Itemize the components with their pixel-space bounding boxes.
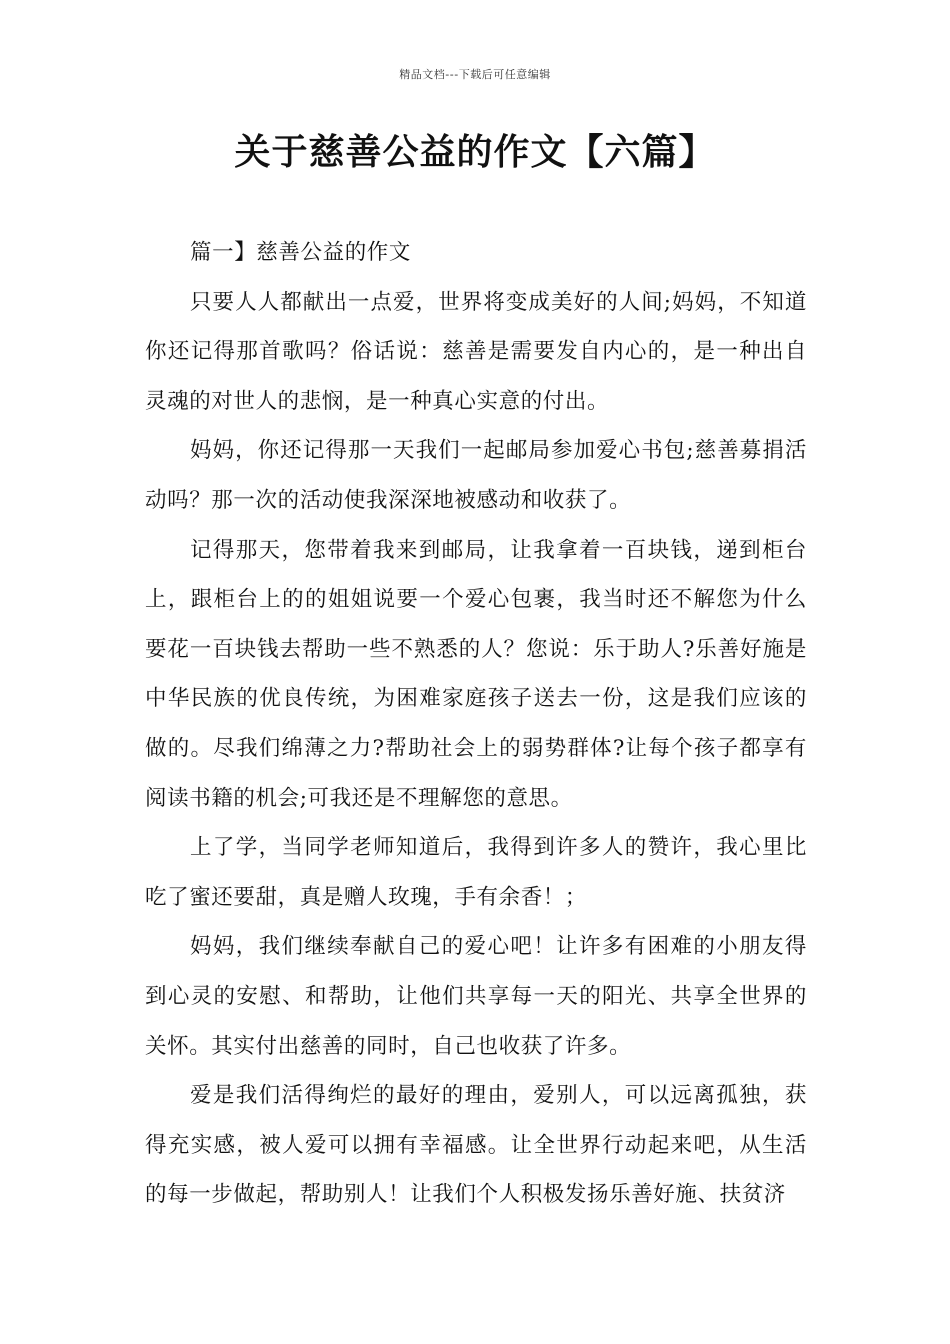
paragraph: 妈妈，你还记得那一天我们一起邮局参加爱心书包;慈善募捐活动吗？那一次的活动使我深深地被感动和收获了。 bbox=[145, 438, 807, 513]
paragraph: 妈妈，我们继续奉献自己的爱心吧！让许多有困难的小朋友得到心灵的安慰、和帮助，让他们共享每一天的阳光、共享全世界的关怀。其实付出慈善的同时，自己也收获了许多。 bbox=[145, 934, 807, 1059]
document-title: 关于慈善公益的作文【六篇】 bbox=[234, 132, 716, 173]
section-heading: 篇一】慈善公益的作文 bbox=[190, 240, 412, 265]
header-note: 精品文档---下载后可任意编辑 bbox=[399, 68, 551, 81]
paragraph: 只要人人都献出一点爱，世界将变成美好的人间;妈妈，不知道你还记得那首歌吗？俗话说：慈善是需要发自内心的，是一种出自灵魂的对世人的悲悯，是一种真心实意的付出。 bbox=[145, 289, 807, 414]
paragraph: 爱是我们活得绚烂的最好的理由，爱别人，可以远离孤独，获得充实感，被人爱可以拥有幸福感。让全世界行动起来吧，从生活的每一步做起，帮助别人！让我们个人积极发扬乐善好施、扶贫济 bbox=[145, 1083, 807, 1208]
document-body bbox=[145, 228, 807, 1220]
paragraph: 上了学，当同学老师知道后，我得到许多人的赞许，我心里比吃了蜜还要甜，真是赠人玫瑰，手有余香！； bbox=[145, 835, 807, 910]
paragraph: 记得那天，您带着我来到邮局，让我拿着一百块钱，递到柜台上，跟柜台上的的姐姐说要一个爱心包裹，我当时还不解您为什么要花一百块钱去帮助一些不熟悉的人？您说：乐于助人?乐善好施是中华民族的优良传统，为困难家庭孩子送去一份，这是我们应该的做的。尽我们绵薄之力?帮助社会上的弱势群体?让每个孩子都享有阅读书籍的机会;可我还是不理解您的意思。 bbox=[145, 537, 807, 811]
